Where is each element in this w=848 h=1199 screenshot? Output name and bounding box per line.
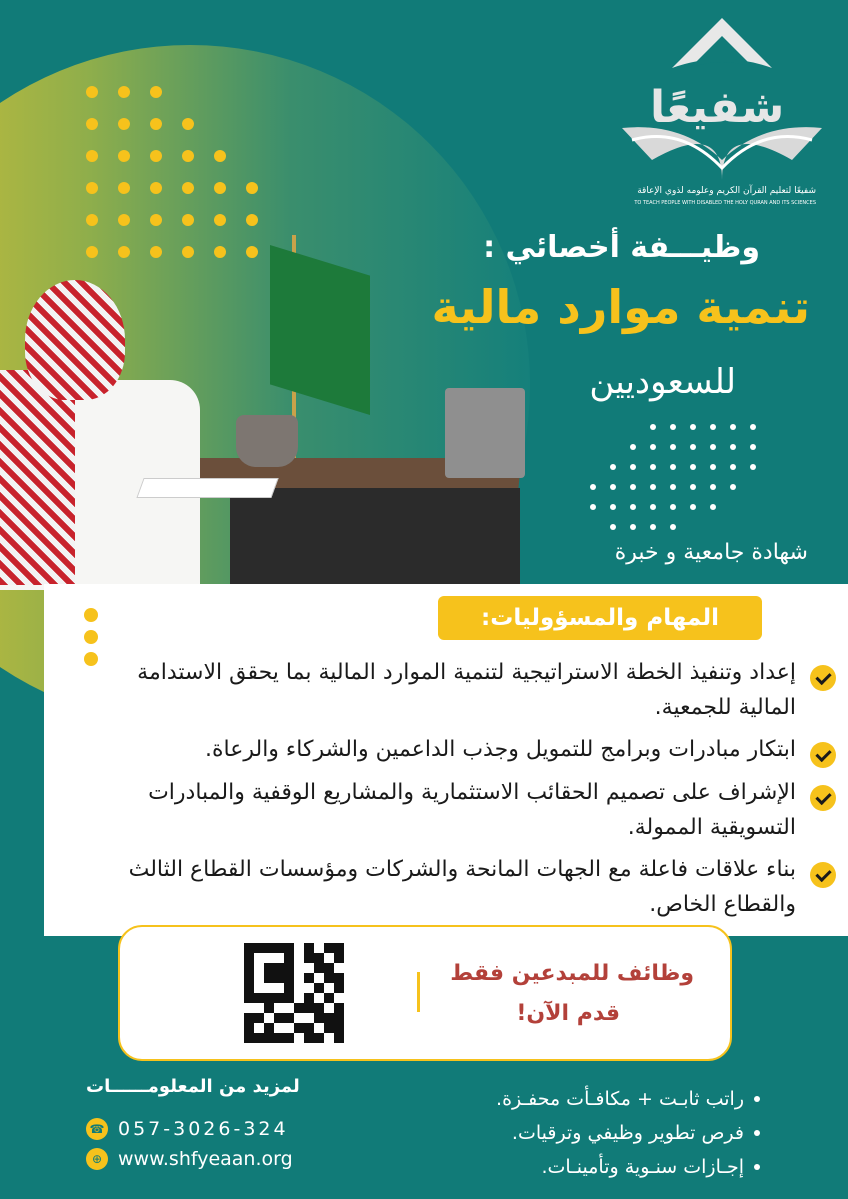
phone-icon: ☎ xyxy=(86,1118,108,1140)
website-row[interactable] xyxy=(86,1148,293,1170)
qr-code[interactable] xyxy=(244,943,344,1043)
man-shemagh xyxy=(0,370,75,585)
more-info-title: لمزيد من المعلومــــــات xyxy=(86,1076,300,1097)
job-title-prefix: وظيـــفة أخصائي : xyxy=(483,230,760,265)
job-title-audience: للسعوديين xyxy=(589,362,736,402)
apply-card xyxy=(118,925,732,1061)
decor-dot xyxy=(84,630,98,644)
plant-pot xyxy=(236,415,298,467)
phone-row[interactable] xyxy=(86,1118,289,1140)
document-paper xyxy=(136,478,278,498)
check-icon xyxy=(810,785,836,811)
phone-number: 057-3026-324 xyxy=(118,1118,289,1140)
responsibilities-list xyxy=(86,655,836,929)
decor-dot xyxy=(84,608,98,622)
list-item: بناء علاقات فاعلة مع الجهات المانحة والشركات ومؤسسات القطاع الثالث والقطاع الخاص. xyxy=(86,852,836,922)
logo-name: شفيعًا xyxy=(650,82,785,133)
list-item: الإشراف على تصميم الحقائب الاستثمارية والمشاريع الوقفية والمبادرات التسويقية الممولة. xyxy=(86,775,836,845)
desk-base xyxy=(230,488,520,585)
globe-icon: ⊕ xyxy=(86,1148,108,1170)
logo-tagline-en: TO TEACH PEOPLE WITH DISABLED THE HOLY QURAN AND ITS SCIENCES xyxy=(634,200,816,206)
cta-headline: وظائف للمبدعين فقط xyxy=(450,961,694,986)
check-icon xyxy=(810,862,836,888)
cta-divider xyxy=(417,972,420,1012)
check-icon xyxy=(810,665,836,691)
apply-now-text: قدم الآن! xyxy=(516,1001,620,1026)
list-item: فرص تطوير وظيفي وترقيات. xyxy=(430,1116,760,1150)
list-item: إجـازات سنـوية وتأمينـات. xyxy=(430,1150,760,1184)
responsibilities-title: المهام والمسؤوليات: xyxy=(438,596,762,640)
man-head xyxy=(25,280,125,400)
list-item: إعداد وتنفيذ الخطة الاستراتيجية لتنمية الموارد المالية بما يحقق الاستدامة المالية للجمعية. xyxy=(86,655,836,725)
list-item: ابتكار مبادرات وبرامج للتمويل وجذب الداعمين والشركاء والرعاة. xyxy=(86,732,836,768)
logo-tagline: شفيعًا لتعليم القرآن الكريم وعلومه لذوي الإعاقة xyxy=(637,186,816,196)
laptop xyxy=(445,388,525,478)
benefits-list xyxy=(430,1082,760,1184)
list-item: راتب ثابـت + مكافـأت محفـزة. xyxy=(430,1082,760,1116)
website-link[interactable]: www.shfyeaan.org xyxy=(118,1148,293,1170)
qualification-text: شهادة جامعية و خبرة xyxy=(614,540,808,565)
job-title-main: تنمية موارد مالية xyxy=(431,280,810,334)
check-icon xyxy=(810,742,836,768)
